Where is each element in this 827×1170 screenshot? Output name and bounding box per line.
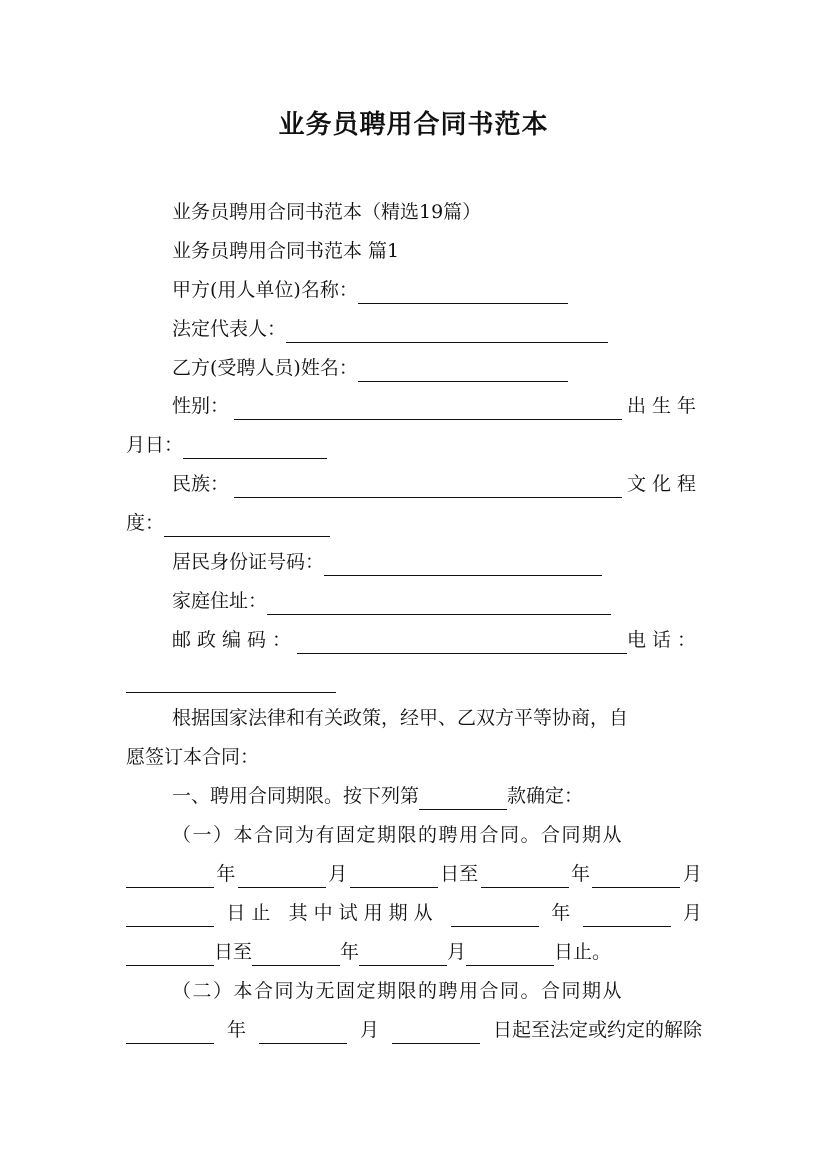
day-end-label: 日止。 xyxy=(554,941,612,963)
clause1-lead: 一、聘用合同期限。按下列第 xyxy=(172,785,420,807)
party-b-blank[interactable] xyxy=(358,363,568,382)
id-line xyxy=(126,548,702,576)
month-label: 月 xyxy=(328,863,348,885)
id-label: 居民身份证号码： xyxy=(172,551,325,573)
gender-label: 性别： xyxy=(172,395,230,417)
birth-label-b: 月日： xyxy=(126,434,184,456)
education-label-a: 文化程 xyxy=(626,473,702,495)
birth-blank[interactable] xyxy=(183,440,327,459)
postcode-blank[interactable] xyxy=(297,635,627,654)
party-a-label: 甲方(用人单位)名称： xyxy=(172,279,358,301)
month-label: 月 xyxy=(359,1019,379,1041)
end-day-blank[interactable] xyxy=(126,908,214,927)
trial-end-year-blank[interactable] xyxy=(252,947,340,966)
phone-blank[interactable] xyxy=(126,674,336,693)
party-a-line xyxy=(126,276,702,304)
gender-blank[interactable] xyxy=(234,401,622,420)
trial-label: 其中试用期从 xyxy=(288,902,439,924)
address-line xyxy=(126,587,702,615)
intro-line-1: 根据国家法律和有关政策，经甲、乙双方平等协商，自 xyxy=(172,707,629,729)
legal-rep-blank[interactable] xyxy=(286,324,608,343)
clause1-2-lead: （二）本合同为无固定期限的聘用合同。合同期从 xyxy=(172,980,624,1002)
open-start-month-blank[interactable] xyxy=(259,1025,347,1044)
education-line xyxy=(126,509,702,537)
party-a-blank[interactable] xyxy=(358,285,568,304)
id-blank[interactable] xyxy=(324,557,602,576)
address-label: 家庭住址： xyxy=(172,590,268,612)
clause1-2-dates-line xyxy=(126,1016,702,1044)
intro-line-2: 愿签订本合同： xyxy=(126,746,260,768)
trial-end-month-blank[interactable] xyxy=(359,947,447,966)
day-stop-label: 日止 xyxy=(226,902,277,924)
month-label: 月 xyxy=(447,941,467,963)
education-label-b: 度： xyxy=(126,512,165,534)
phone-label: 电话： xyxy=(626,629,702,651)
document-title: 业务员聘用合同书范本 xyxy=(278,110,549,140)
day-to-label: 日至 xyxy=(214,941,253,963)
end-month-blank[interactable] xyxy=(592,869,680,888)
start-day-blank[interactable] xyxy=(350,869,438,888)
legal-rep-line xyxy=(126,315,702,343)
section-heading: 业务员聘用合同书范本 篇1 xyxy=(172,240,400,262)
trial-month-blank[interactable] xyxy=(583,908,671,927)
start-year-blank[interactable] xyxy=(126,869,214,888)
year-label: 年 xyxy=(551,902,571,924)
gender-line xyxy=(126,392,702,420)
open-start-day-blank[interactable] xyxy=(392,1025,480,1044)
postcode-line xyxy=(126,626,702,654)
ethnicity-blank[interactable] xyxy=(234,479,622,498)
trial-day-blank[interactable] xyxy=(126,947,214,966)
clause1-1-trial-line xyxy=(126,899,702,927)
clause1-blank[interactable] xyxy=(419,791,507,810)
day-to-label: 日至 xyxy=(440,863,479,885)
trial-end-day-blank[interactable] xyxy=(466,947,554,966)
open-start-year-blank[interactable] xyxy=(126,1025,214,1044)
ethnicity-line xyxy=(126,470,702,498)
clause1-1-lead: （一）本合同为有固定期限的聘用合同。合同期从 xyxy=(172,824,624,846)
postcode-label: 邮政编码： xyxy=(172,629,298,651)
end-year-blank[interactable] xyxy=(481,869,569,888)
clause1-2-tail: 日起至法定或约定的解除 xyxy=(492,1019,702,1041)
year-label: 年 xyxy=(226,1019,246,1041)
month-label: 月 xyxy=(682,863,702,885)
address-blank[interactable] xyxy=(267,596,611,615)
trial-year-blank[interactable] xyxy=(451,908,539,927)
document-subtitle: 业务员聘用合同书范本（精选19篇） xyxy=(172,201,482,223)
year-label: 年 xyxy=(216,863,236,885)
legal-rep-label: 法定代表人： xyxy=(172,318,287,340)
year-label: 年 xyxy=(571,863,591,885)
birth-line xyxy=(126,431,702,459)
ethnicity-label: 民族： xyxy=(172,473,230,495)
clause1-1-trial-end-line xyxy=(126,938,702,966)
birth-label-a: 出生年 xyxy=(626,395,702,417)
clause1-tail: 款确定： xyxy=(507,785,584,807)
phone-line xyxy=(126,665,702,693)
clause1-line xyxy=(126,782,702,810)
start-month-blank[interactable] xyxy=(238,869,326,888)
year-label: 年 xyxy=(340,941,360,963)
party-b-line xyxy=(126,354,702,382)
month-label: 月 xyxy=(682,902,702,924)
education-blank[interactable] xyxy=(164,518,330,537)
party-b-label: 乙方(受聘人员)姓名： xyxy=(172,357,358,379)
clause1-1-dates-line xyxy=(126,860,702,888)
